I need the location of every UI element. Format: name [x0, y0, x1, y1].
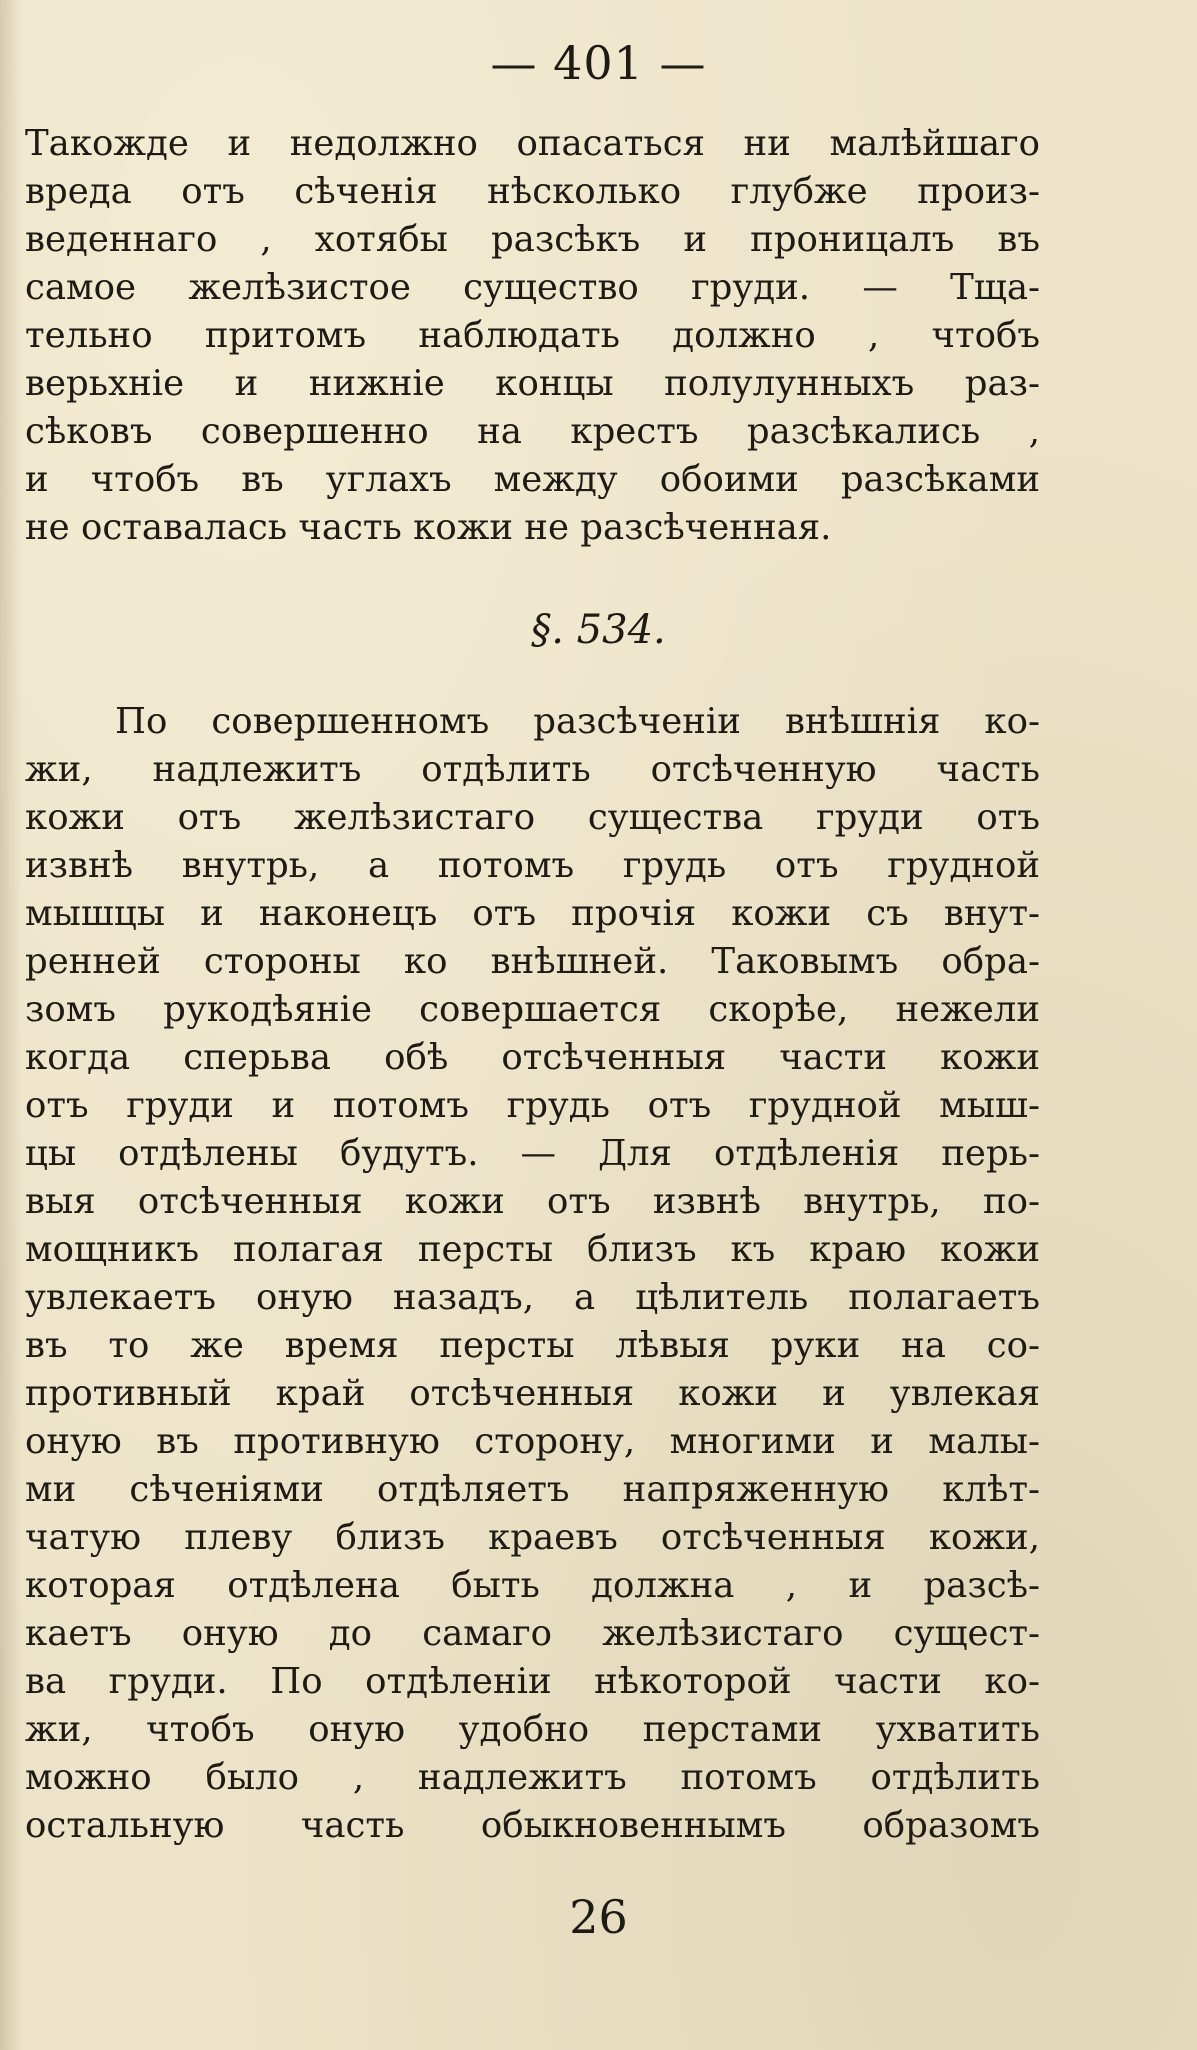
- text-line: извнѣ внутрь, а потомъ грудь отъ грудной: [25, 845, 1040, 886]
- text-line: кожи отъ желѣзистаго существа груди отъ: [25, 797, 1040, 838]
- text-line: ренней стороны ко внѣшней. Таковымъ обра-: [25, 941, 1040, 982]
- text-line: ва груди. По отдѣленіи нѣкоторой части ко-: [25, 1661, 1040, 1702]
- text-line: зомъ рукодѣяніе совершается скорѣе, нежели: [25, 989, 1040, 1030]
- text-line: противный край отсѣченныя кожи и увлекая: [25, 1373, 1040, 1414]
- text-line: тельно притомъ наблюдать должно , чтобъ: [25, 315, 1040, 356]
- text-line: которая отдѣлена быть должна , и разсѣ-: [25, 1565, 1040, 1606]
- text-line: жи, надлежитъ отдѣлить отсѣченную часть: [25, 749, 1040, 790]
- text-line: не оставалась часть кожи не разсѣченная.: [25, 507, 832, 548]
- section-heading: §. 534.: [531, 607, 666, 653]
- text-line: цы отдѣлены будутъ. — Для отдѣленія перь-: [25, 1133, 1040, 1174]
- signature-mark: 26: [569, 1890, 628, 1944]
- paragraph-continuation: [25, 120, 1040, 552]
- text-line: отъ груди и потомъ грудь отъ грудной мыш-: [25, 1085, 1040, 1126]
- text-line: жи, чтобъ оную удобно перстами ухватить: [25, 1709, 1040, 1750]
- page-gutter-shadow: [0, 0, 22, 2050]
- text-line: въ то же время персты лѣвыя руки на со-: [25, 1325, 1040, 1366]
- text-line: и чтобъ въ углахъ между обоими разсѣками: [25, 459, 1040, 500]
- text-line: мышцы и наконецъ отъ прочія кожи съ внут-: [25, 893, 1040, 934]
- text-line: По совершенномъ разсѣченіи внѣшнія ко-: [115, 701, 1040, 742]
- text-line: Такожде и недолжно опасаться ни малѣйшаго: [25, 123, 1040, 164]
- paragraph-section-534: [25, 698, 1040, 1850]
- text-line: увлекаетъ оную назадъ, а цѣлитель полагаетъ: [25, 1277, 1040, 1318]
- text-line: каетъ оную до самаго желѣзистаго сущест-: [25, 1613, 1040, 1654]
- text-line: вреда отъ сѣченія нѣсколько глубже произ-: [25, 171, 1040, 212]
- text-line: когда сперьва обѣ отсѣченныя части кожи: [25, 1037, 1040, 1078]
- text-line: выя отсѣченныя кожи отъ извнѣ внутрь, по-: [25, 1181, 1040, 1222]
- text-line: сѣковъ совершенно на крестъ разсѣкались ,: [25, 411, 1040, 452]
- text-line: чатую плеву близъ краевъ отсѣченныя кожи,: [25, 1517, 1040, 1558]
- text-line: мощникъ полагая персты близъ къ краю кожи: [25, 1229, 1040, 1270]
- page-number-header: — 401 —: [490, 36, 707, 90]
- text-line: оную въ противную сторону, многими и малы-: [25, 1421, 1040, 1462]
- text-line: можно было , надлежитъ потомъ отдѣлить: [25, 1757, 1040, 1798]
- text-line: остальную часть обыкновеннымъ образомъ: [25, 1805, 1040, 1846]
- text-line: верьхніе и нижніе концы полулунныхъ раз-: [25, 363, 1040, 404]
- text-line: самое желѣзистое существо груди. — Тща-: [25, 267, 1040, 308]
- text-line: ми сѣченіями отдѣляетъ напряженную клѣт-: [25, 1469, 1040, 1510]
- text-line: веденнаго , хотябы разсѣкъ и проницалъ въ: [25, 219, 1040, 260]
